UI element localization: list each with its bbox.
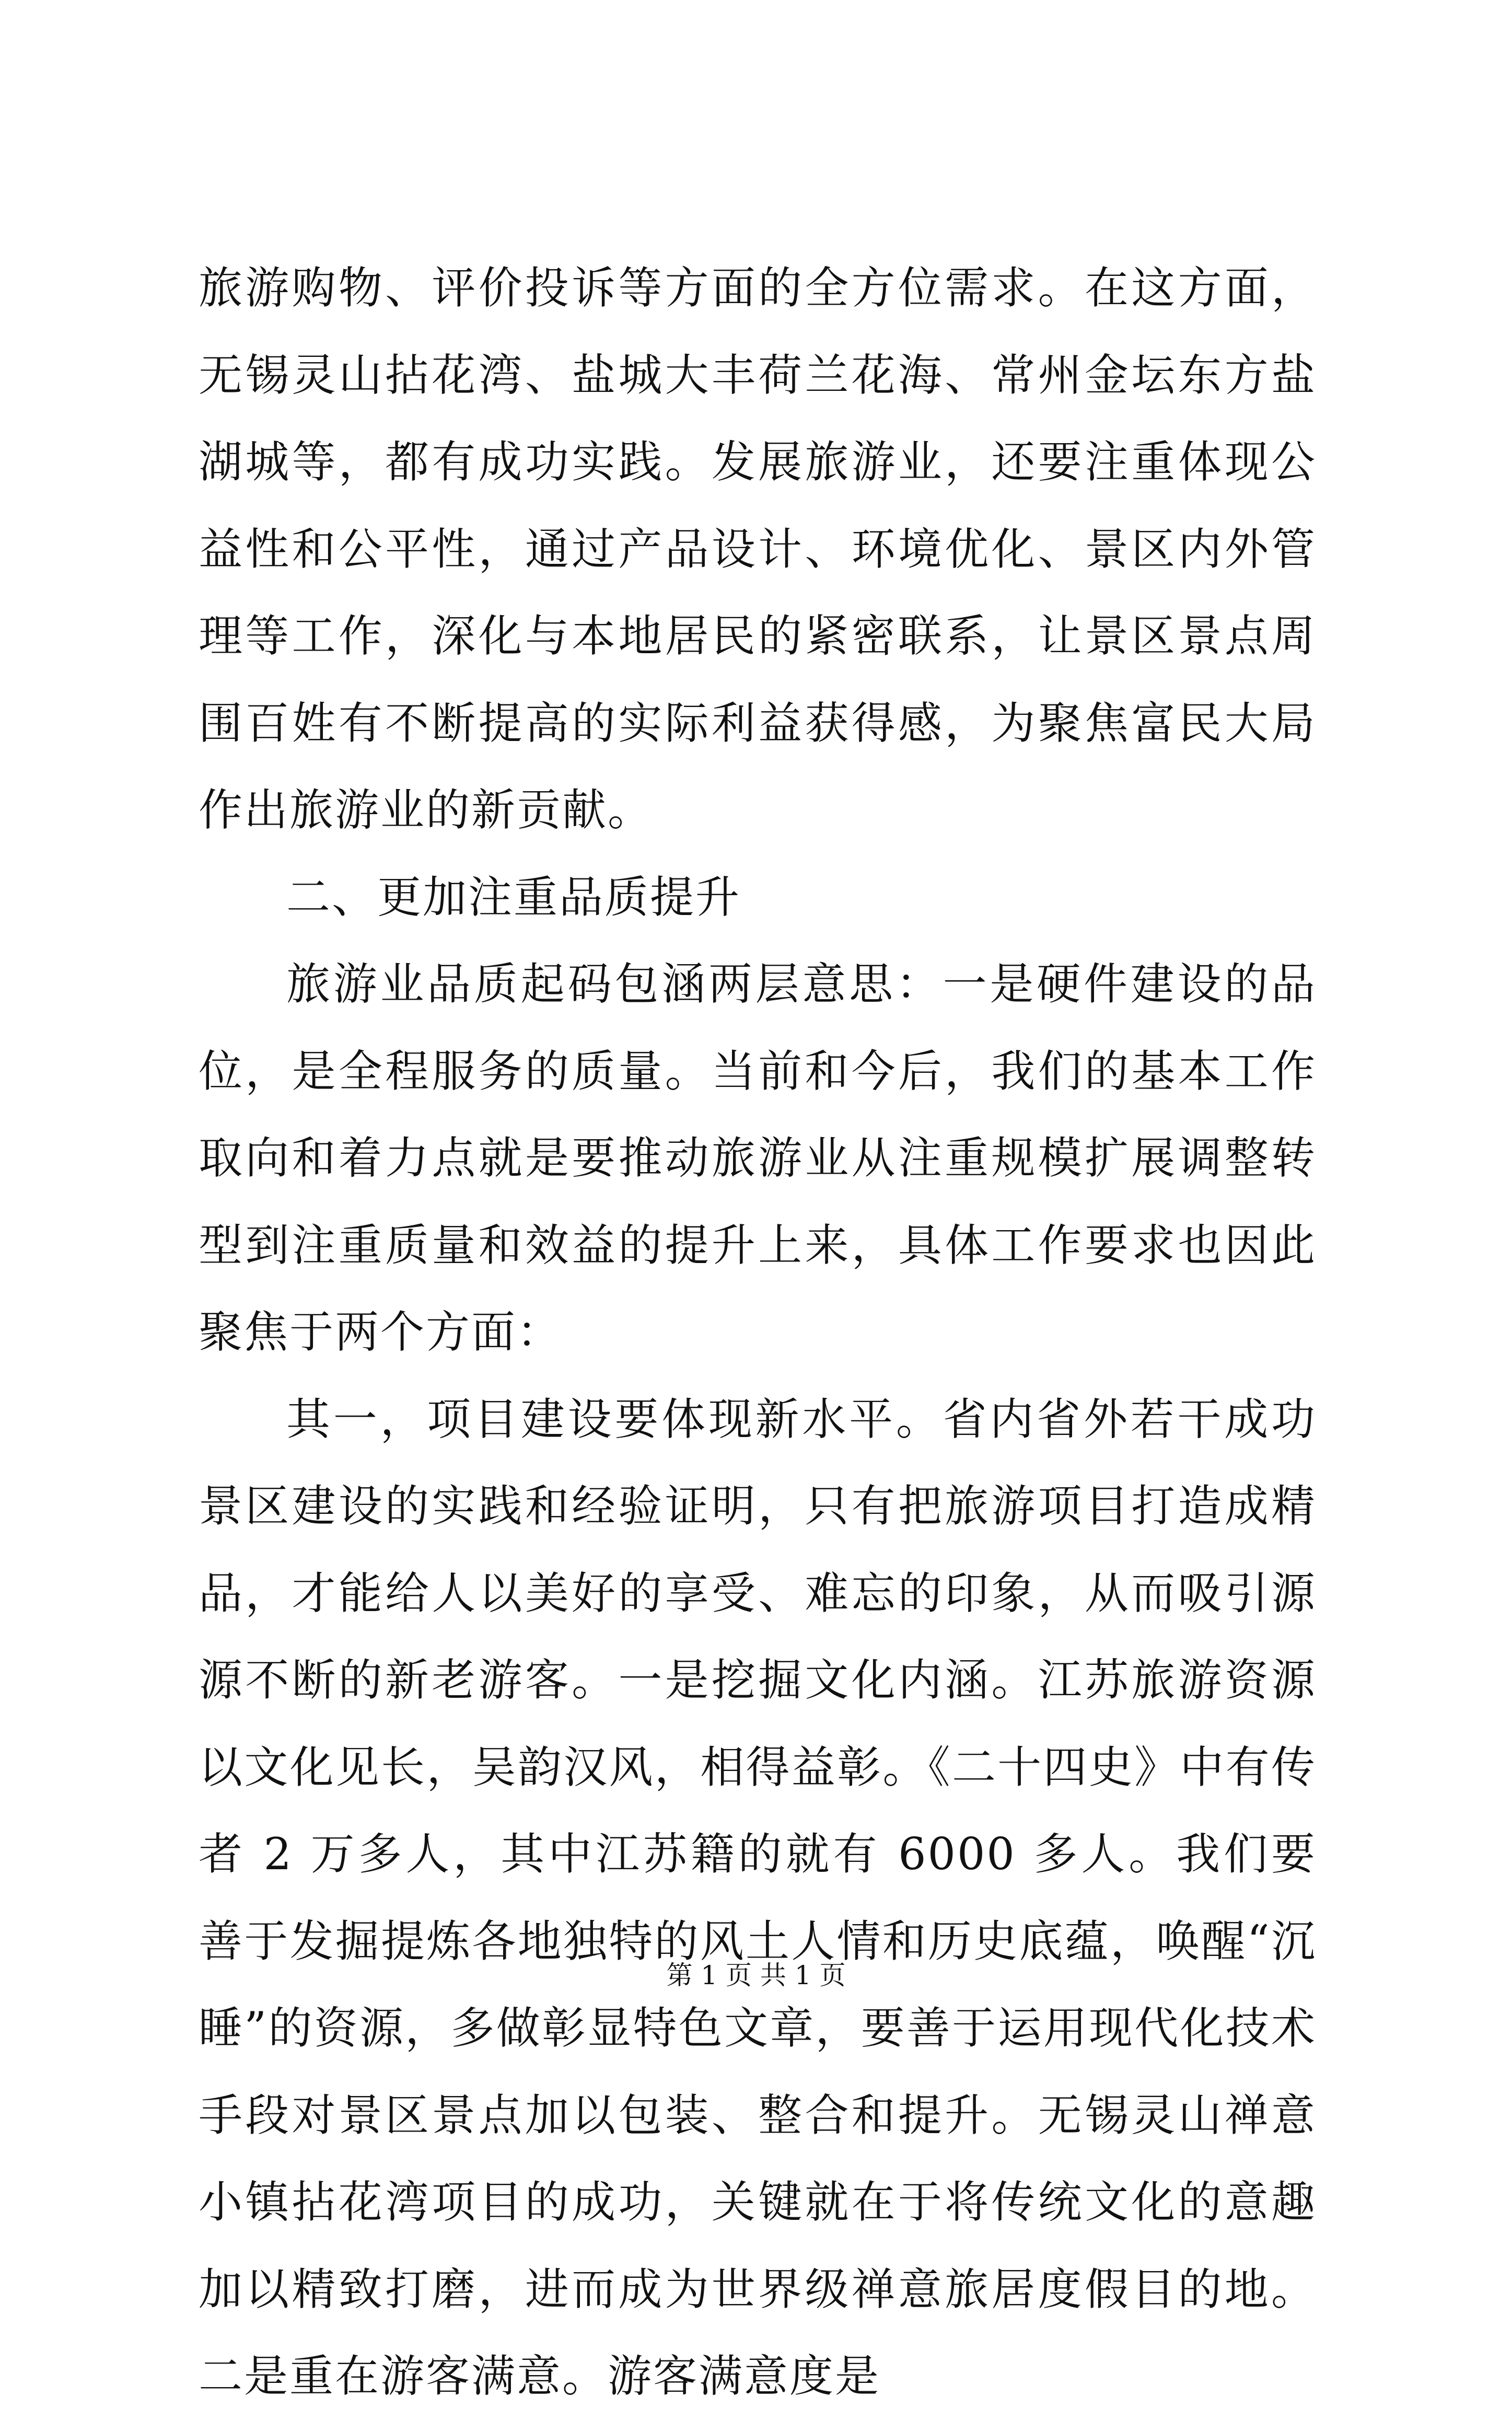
- document-body: [199, 245, 1317, 2420]
- paragraph-project-construction: 其一，项目建设要体现新水平。省内省外若干成功景区建设的实践和经验证明，只有把旅游项目打造成精品，才能给人以美好的享受、难忘的印象，从而吸引源源不断的新老游客。一是挖掘文化内涵。江苏旅游资源以文化见长，吴韵汉风，相得益彰。《二十四史》中有传者 2 万多人，其中江苏籍的就有 6000 多人。我们要善于发掘提炼各地独特的风土人情和历史底蕴，唤醒“沉睡”的资源，多做彰显特色文章，要善于运用现代化技术手段对景区景点加以包装、整合和提升。无锡灵山禅意小镇拈花湾项目的成功，关键就在于将传统文化的意趣加以精致打磨，进而成为世界级禅意旅居度假目的地。二是重在游客满意。游客满意度是: [199, 1393, 1317, 2402]
- page-footer: 第 1 页 共 1 页: [666, 1960, 846, 1990]
- paragraph-quality-meaning: 旅游业品质起码包涵两层意思：一是硬件建设的品位，是全程服务的质量。当前和今后，我们的基本工作取向和着力点就是要推动旅游业从注重规模扩展调整转型到注重质量和效益的提升上来，具体工作要求也因此聚焦于两个方面：: [199, 958, 1317, 1358]
- section-heading: 二、更加注重品质提升: [286, 871, 741, 923]
- paragraph-continuation: 旅游购物、评价投诉等方面的全方位需求。在这方面，无锡灵山拈花湾、盐城大丰荷兰花海、常州金坛东方盐湖城等，都有成功实践。发展旅游业，还要注重体现公益性和公平性，通过产品设计、环境优化、景区内外管理等工作，深化与本地居民的紧密联系，让景区景点周围百姓有不断提高的实际利益获得感，为聚焦富民大局作出旅游业的新贡献。: [199, 262, 1317, 836]
